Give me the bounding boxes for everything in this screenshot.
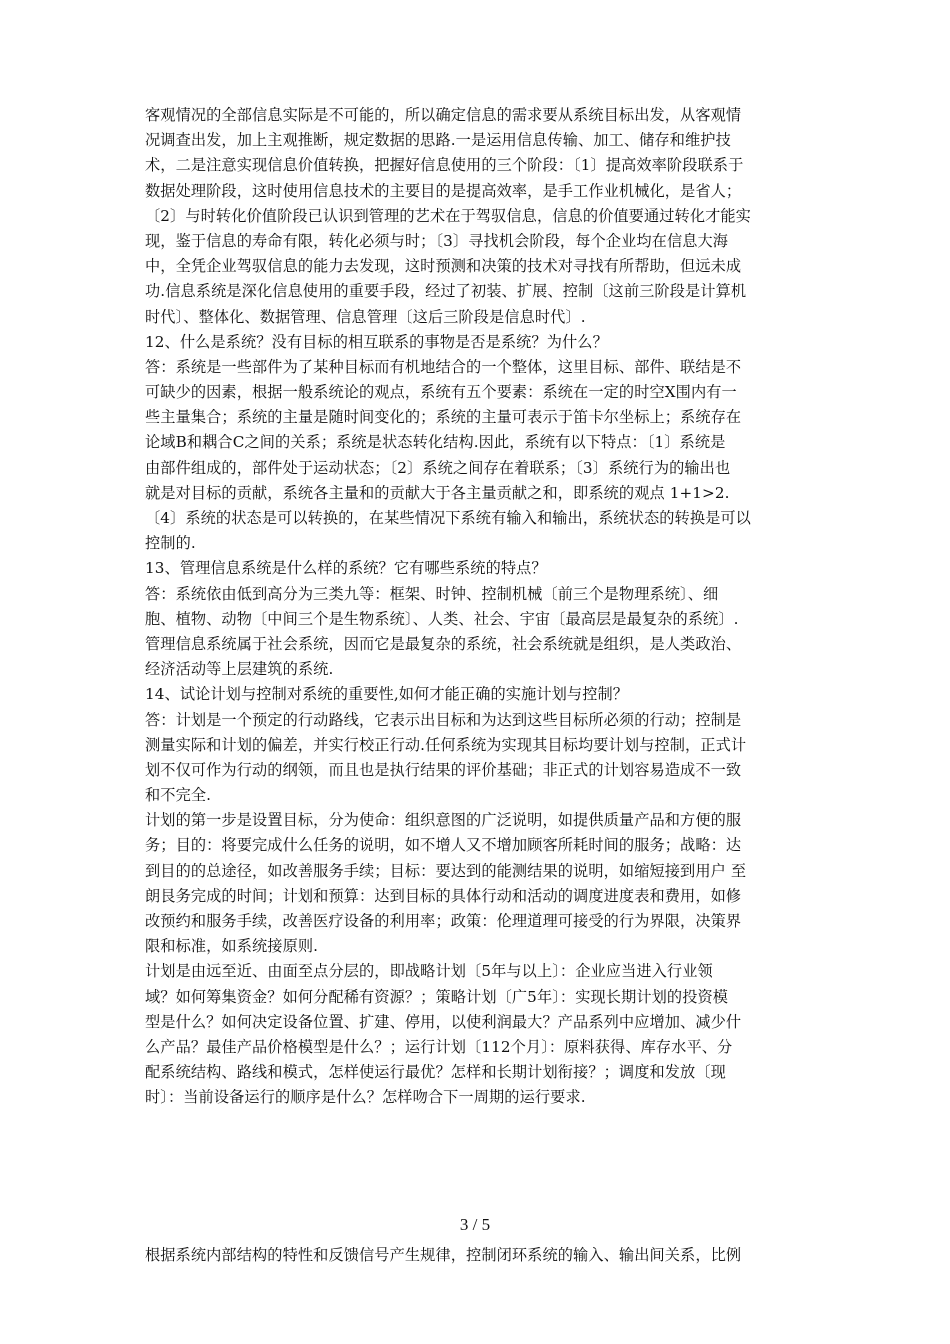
text-line: 型是什么？如何决定设备位置、扩建、停用，以使利润最大？产品系列中应增加、减少什 (145, 1012, 742, 1031)
text-line: 就是对目标的贡献，系统各主量和的贡献大于各主量贡献之和，即系统的观点 1+1>2. (145, 483, 730, 502)
document-body (145, 103, 825, 1111)
answer-line: 答：系统是一些部件为了某种目标而有机地结合的一个整体，这里目标、部件、联结是不 (145, 357, 742, 376)
text-line: 客观情况的全部信息实际是不可能的，所以确定信息的需求要从系统目标出发，从客观情 (145, 106, 742, 124)
text-line: 可缺少的因素，根据一般系统论的观点，系统有五个要素：系统在一定的时空X围内有一 (145, 383, 737, 402)
text-line: 测量实际和计划的偏差，并实行校正行动.任何系统为实现其目标均要计划与控制，正式计 (145, 735, 747, 754)
text-line: 划不仅可作为行动的纲领，而且也是执行结果的评价基础；非正式的计划容易造成不一致 (145, 760, 742, 779)
text-line: 〔4〕系统的状态是可以转换的，在某些情况下系统有输入和输出，系统状态的转换是可以 (145, 509, 751, 527)
text-line: 现，鉴于信息的寿命有限，转化必须与时；〔3〕寻找机会阶段，每个企业均在信息大海 (145, 231, 729, 250)
page-number: 3 / 5 (459, 1215, 491, 1234)
answer-line: 答：计划是一个预定的行动路线，它表示出目标和为达到这些目标所必须的行动；控制是 (145, 710, 742, 729)
text-line: 控制的. (145, 534, 196, 553)
text-line: 术，二是注意实现信息价值转换，把握好信息使用的三个阶段：〔1〕提高效率阶段联系于 (145, 156, 744, 175)
answer-line: 答：系统依由低到高分为三类九等：框架、时钟、控制机械〔前三个是物理系统〕、细 (145, 584, 719, 603)
question-heading-13: 13、管理信息系统是什么样的系统？它有哪些系统的特点？ (145, 559, 547, 578)
question-heading-14: 14、试论计划与控制对系统的重要性,如何才能正确的实施计划与控制？ (145, 685, 629, 704)
text-line: 计划的第一步是设置目标，分为使命：组织意图的广泛说明，如提供质量产品和方便的服 (145, 811, 742, 830)
text-line: 数据处理阶段，这时使用信息技术的主要目的是提高效率，是手工作业机械化，是省人； (145, 181, 742, 200)
text-line: 中，全凭企业驾驭信息的能力去发现，这时预测和决策的技术对寻找有所帮助，但远未成 (145, 257, 742, 276)
text-line: 时〕：当前设备运行的顺序是什么？怎样吻合下一周期的运行要求. (145, 1088, 586, 1107)
question-heading-12: 12、什么是系统？没有目标的相互联系的事物是否是系统？为什么？ (145, 332, 608, 351)
text-line: 配系统结构、路线和模式，怎样使运行最优？怎样和长期计划衔接？；调度和发放〔现 (145, 1063, 726, 1082)
text-line: 限和标准，如系统接原则. (145, 937, 319, 956)
text-line: 计划是由远至近、由面至点分层的，即战略计划〔5年与以上〕：企业应当进入行业领 (145, 962, 713, 981)
text-line: 些主量集合；系统的主量是随时间变化的；系统的主量可表示于笛卡尔坐标上；系统存在 (145, 408, 742, 427)
next-page-text (145, 1243, 825, 1268)
text-line: 么产品？最佳产品价格模型是什么？；运行计划〔112个月〕：原料获得、库存水平、分 (145, 1037, 733, 1056)
text-line: 和不完全. (145, 786, 212, 805)
text-line: 胞、植物、动物〔中间三个是生物系统〕、人类、社会、宇宙〔最高层是最复杂的系统〕. (145, 609, 739, 628)
text-line: 改预约和服务手续，改善医疗设备的利用率；政策：伦理道理可接受的行为界限，决策界 (145, 912, 742, 930)
text-line: 朗艮务完成的时间；计划和预算：达到目标的具体行动和活动的调度进度表和费用，如修 (145, 886, 742, 905)
text-line: 时代〕、整体化、数据管理、信息管理〔这后三阶段是信息时代〕. (145, 307, 586, 326)
text-line: 由部件组成的，部件处于运动状态；〔2〕系统之间存在着联系；〔3〕系统行为的输出也 (145, 458, 731, 477)
text-line: 务；目的：将要完成什么任务的说明，如不增人又不增加顾客所耗时间的服务；战略：达 (145, 836, 742, 855)
text-line: 根据系统内部结构的特性和反馈信号产生规律，控制闭环系统的输入、输出间关系，比例 (145, 1246, 742, 1264)
text-line: 论域B和耦合C之间的关系；系统是状态转化结构.因此，系统有以下特点：〔1〕系统是 (145, 433, 726, 452)
text-line: 域？如何筹集资金？如何分配稀有资源？；策略计划〔广5年〕：实现长期计划的投资模 (145, 987, 729, 1006)
text-line: 功.信息系统是深化信息使用的重要手段，经过了初装、扩展、控制〔这前三阶段是计算机 (145, 282, 747, 301)
text-line: 管理信息系统属于社会系统，因而它是最复杂的系统，社会系统就是组织，是人类政治、 (145, 634, 742, 653)
text-line: 况调查出发，加上主观推断，规定数据的思路.一是运用信息传输、加工、储存和维护技 (145, 131, 731, 150)
text-line: 经济活动等上层建筑的系统. (145, 660, 334, 679)
text-line: 〔2〕与时转化价值阶段已认识到管理的艺术在于驾驭信息，信息的价值要通过转化才能实 (145, 206, 751, 225)
text-line: 到目的的总途径，如改善服务手续；目标：要达到的能测结果的说明，如缩短接到用户 至 (145, 861, 747, 880)
